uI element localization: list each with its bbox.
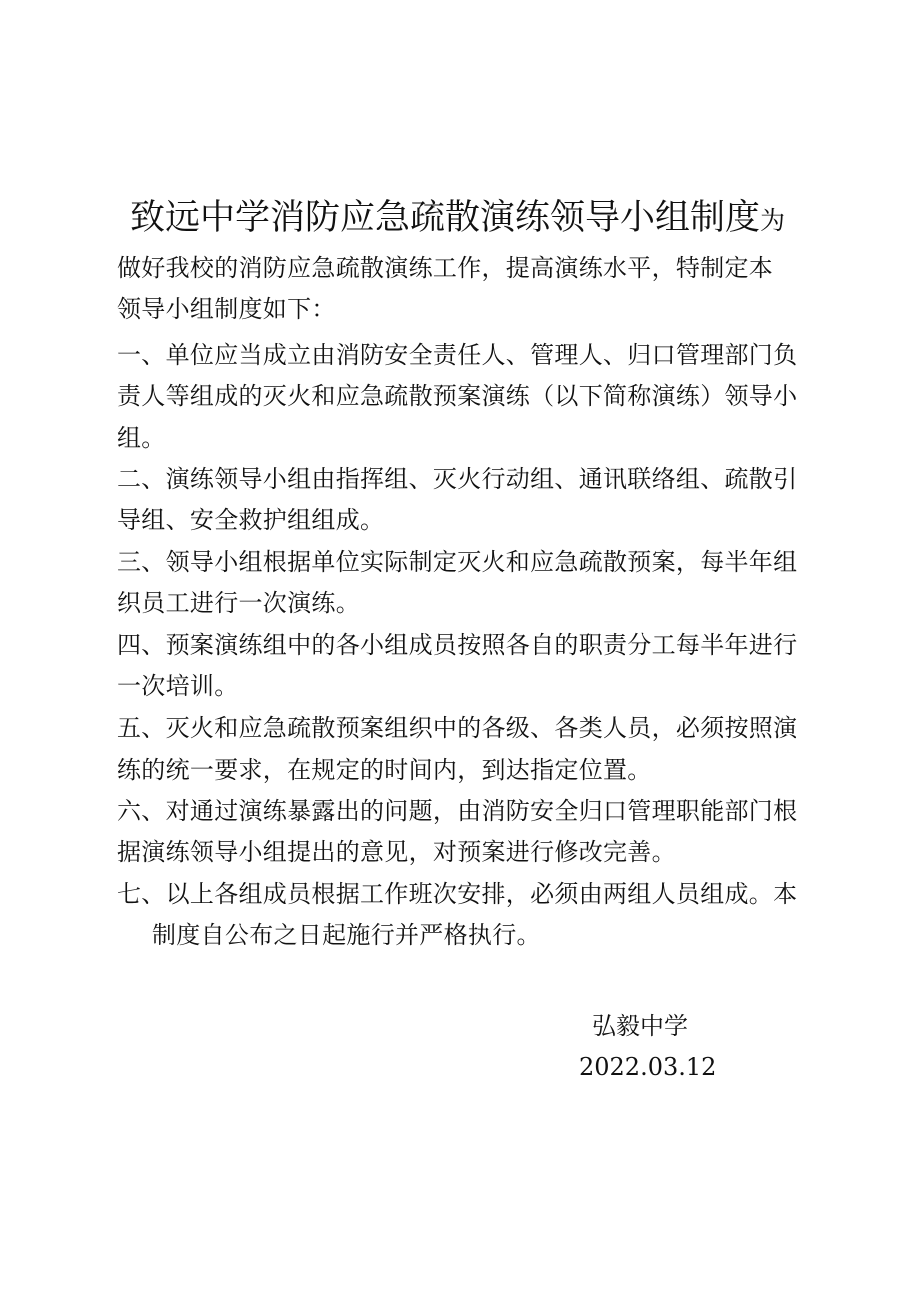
- document-title-line: [130, 193, 850, 249]
- item-1-line-3: 组。: [117, 424, 166, 452]
- item-7-line-1: 七、以上各组成员根据工作班次安排，必须由两组人员组成。本: [117, 880, 798, 908]
- item-6-line-1: 六、对通过演练暴露出的问题，由消防安全归口管理职能部门根: [117, 797, 798, 825]
- item-2-line-1: 二、演练领导小组由指挥组、灭火行动组、通讯联络组、疏散引: [117, 465, 798, 493]
- intro-line-1: 做好我校的消防应急疏散演练工作，提高演练水平，特制定本: [117, 254, 774, 282]
- item-1-line-2: 责人等组成的灭火和应急疏散预案演练（以下简称演练）领导小: [117, 382, 798, 410]
- signature-organization: 弘毅中学: [592, 1012, 688, 1040]
- intro-line-2: 领导小组制度如下：: [117, 295, 336, 323]
- item-2-line-2: 导组、安全救护组组成。: [117, 506, 385, 534]
- item-5-line-2: 练的统一要求，在规定的时间内，到达指定位置。: [117, 756, 652, 784]
- item-6-line-2: 据演练领导小组提出的意见，对预案进行修改完善。: [117, 838, 676, 866]
- item-5-line-1: 五、灭火和应急疏散预案组织中的各级、各类人员，必须按照演: [117, 714, 798, 742]
- document-title-tail: 为: [760, 206, 786, 235]
- item-4-line-2: 一次培训。: [117, 672, 239, 700]
- document-title: 致远中学消防应急疏散演练领导小组制度: [130, 198, 761, 238]
- item-7-line-2: 制度自公布之日起施行并严格执行。: [152, 921, 541, 949]
- item-3-line-2: 织员工进行一次演练。: [117, 589, 360, 617]
- signature-date: 2022.03.12: [579, 1053, 717, 1081]
- item-1-line-1: 一、单位应当成立由消防安全责任人、管理人、归口管理部门负: [117, 341, 798, 369]
- item-3-line-1: 三、领导小组根据单位实际制定灭火和应急疏散预案，每半年组: [117, 548, 798, 576]
- item-4-line-1: 四、预案演练组中的各小组成员按照各自的职责分工每半年进行: [117, 631, 798, 659]
